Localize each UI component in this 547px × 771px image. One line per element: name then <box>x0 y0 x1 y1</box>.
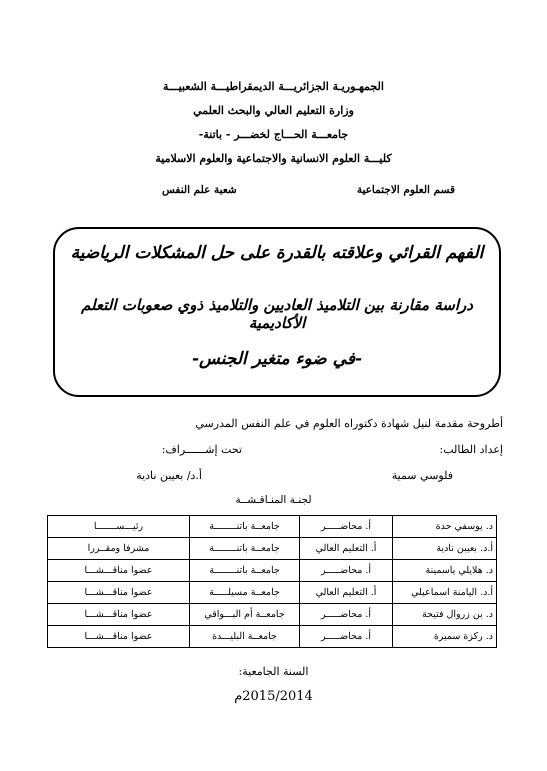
student-name: فلوسي سمية <box>391 469 453 482</box>
member-name: د. بن زروال فتيحة <box>393 604 497 626</box>
member-university: جامعــة باتنــــــــة <box>190 560 300 582</box>
member-name: أ.د. بعيبن نادية <box>393 538 497 560</box>
committee-table <box>47 515 497 648</box>
member-university: جامعــة باتنــــــــة <box>190 516 300 538</box>
member-university: جامعــة باتنــــــــة <box>190 538 300 560</box>
member-role: عضوا مناقـــشـــا <box>48 604 190 626</box>
title-line-1: الفهم القرائي وعلاقته بالقدرة على حل المشكلات الرياضية <box>70 243 484 263</box>
member-role: مشرفا ومقــررا <box>48 538 190 560</box>
member-rank: أ. محاضـــــر <box>300 516 393 538</box>
table-row <box>48 538 497 560</box>
member-role: رئيـــســـــــا <box>48 516 190 538</box>
member-role: عضوا مناقـــشـــا <box>48 626 190 648</box>
header-department: قسم العلوم الاجتماعية <box>356 184 455 196</box>
member-role: عضوا مناقـــشـــا <box>48 560 190 582</box>
member-name: د. يوسفي حدة <box>393 516 497 538</box>
title-line-2: دراسة مقارنة بين التلاميذ العاديين والتلاميذ ذوي صعوبات التعلم الأكاديمية <box>81 296 473 332</box>
member-name: د. هلايلي ياسمينة <box>393 560 497 582</box>
member-name: د. ركزة سميرة <box>393 626 497 648</box>
member-rank: أ. محاضـــــر <box>300 626 393 648</box>
academic-year-label: السنة الجامعية: <box>238 665 309 678</box>
academic-year: 2015/2014م <box>234 689 313 704</box>
title-line-3: -في ضوء متغير الجنس- <box>192 349 362 369</box>
member-role: عضوا مناقـــشـــا <box>48 582 190 604</box>
header-faculty: كليـــة العلوم الانسانية والاجتماعية والعلوم الاسلامية <box>155 152 392 165</box>
table-row <box>48 516 497 538</box>
supervisor-name: أ.د/ بعيبن نادية <box>136 469 202 482</box>
title-frame <box>53 227 501 397</box>
header-republic: الجمهـوريـة الجزائريـــة الديمقراطيـــة الشعبيـــة <box>163 80 384 93</box>
member-university: جامعــة مسيلـــــة <box>190 582 300 604</box>
table-row <box>48 560 497 582</box>
member-university: جامعــة أم البـــواقي <box>190 604 300 626</box>
thesis-statement: أطروحة مقدمة لنيل شهادة دكتوراه العلوم في علم النفس المدرسي <box>195 417 503 430</box>
member-name: أ.د. اليامنة اسماعيلي <box>393 582 497 604</box>
committee-title: لجنـة المنـاقـشــة <box>235 494 312 506</box>
header-ministry: وزارة التعليم العالي والبحث العلمي <box>193 104 354 117</box>
prepared-by-label: إعداد الطالب: <box>439 443 503 456</box>
member-rank: أ. التعليم العالي <box>300 538 393 560</box>
header-branch: شعبة علم النفس <box>162 184 237 196</box>
member-rank: أ. التعليم العالي <box>300 582 393 604</box>
table-row <box>48 604 497 626</box>
member-rank: أ. محاضـــــر <box>300 604 393 626</box>
member-university: جامعــة البليـــدة <box>190 626 300 648</box>
header-university: جامعـــة الحـــاج لخضـــر - باتنة- <box>198 128 349 141</box>
supervision-label: تحت إشــــــراف: <box>161 443 242 456</box>
table-row <box>48 582 497 604</box>
table-row <box>48 626 497 648</box>
member-rank: أ. محاضـــــر <box>300 560 393 582</box>
